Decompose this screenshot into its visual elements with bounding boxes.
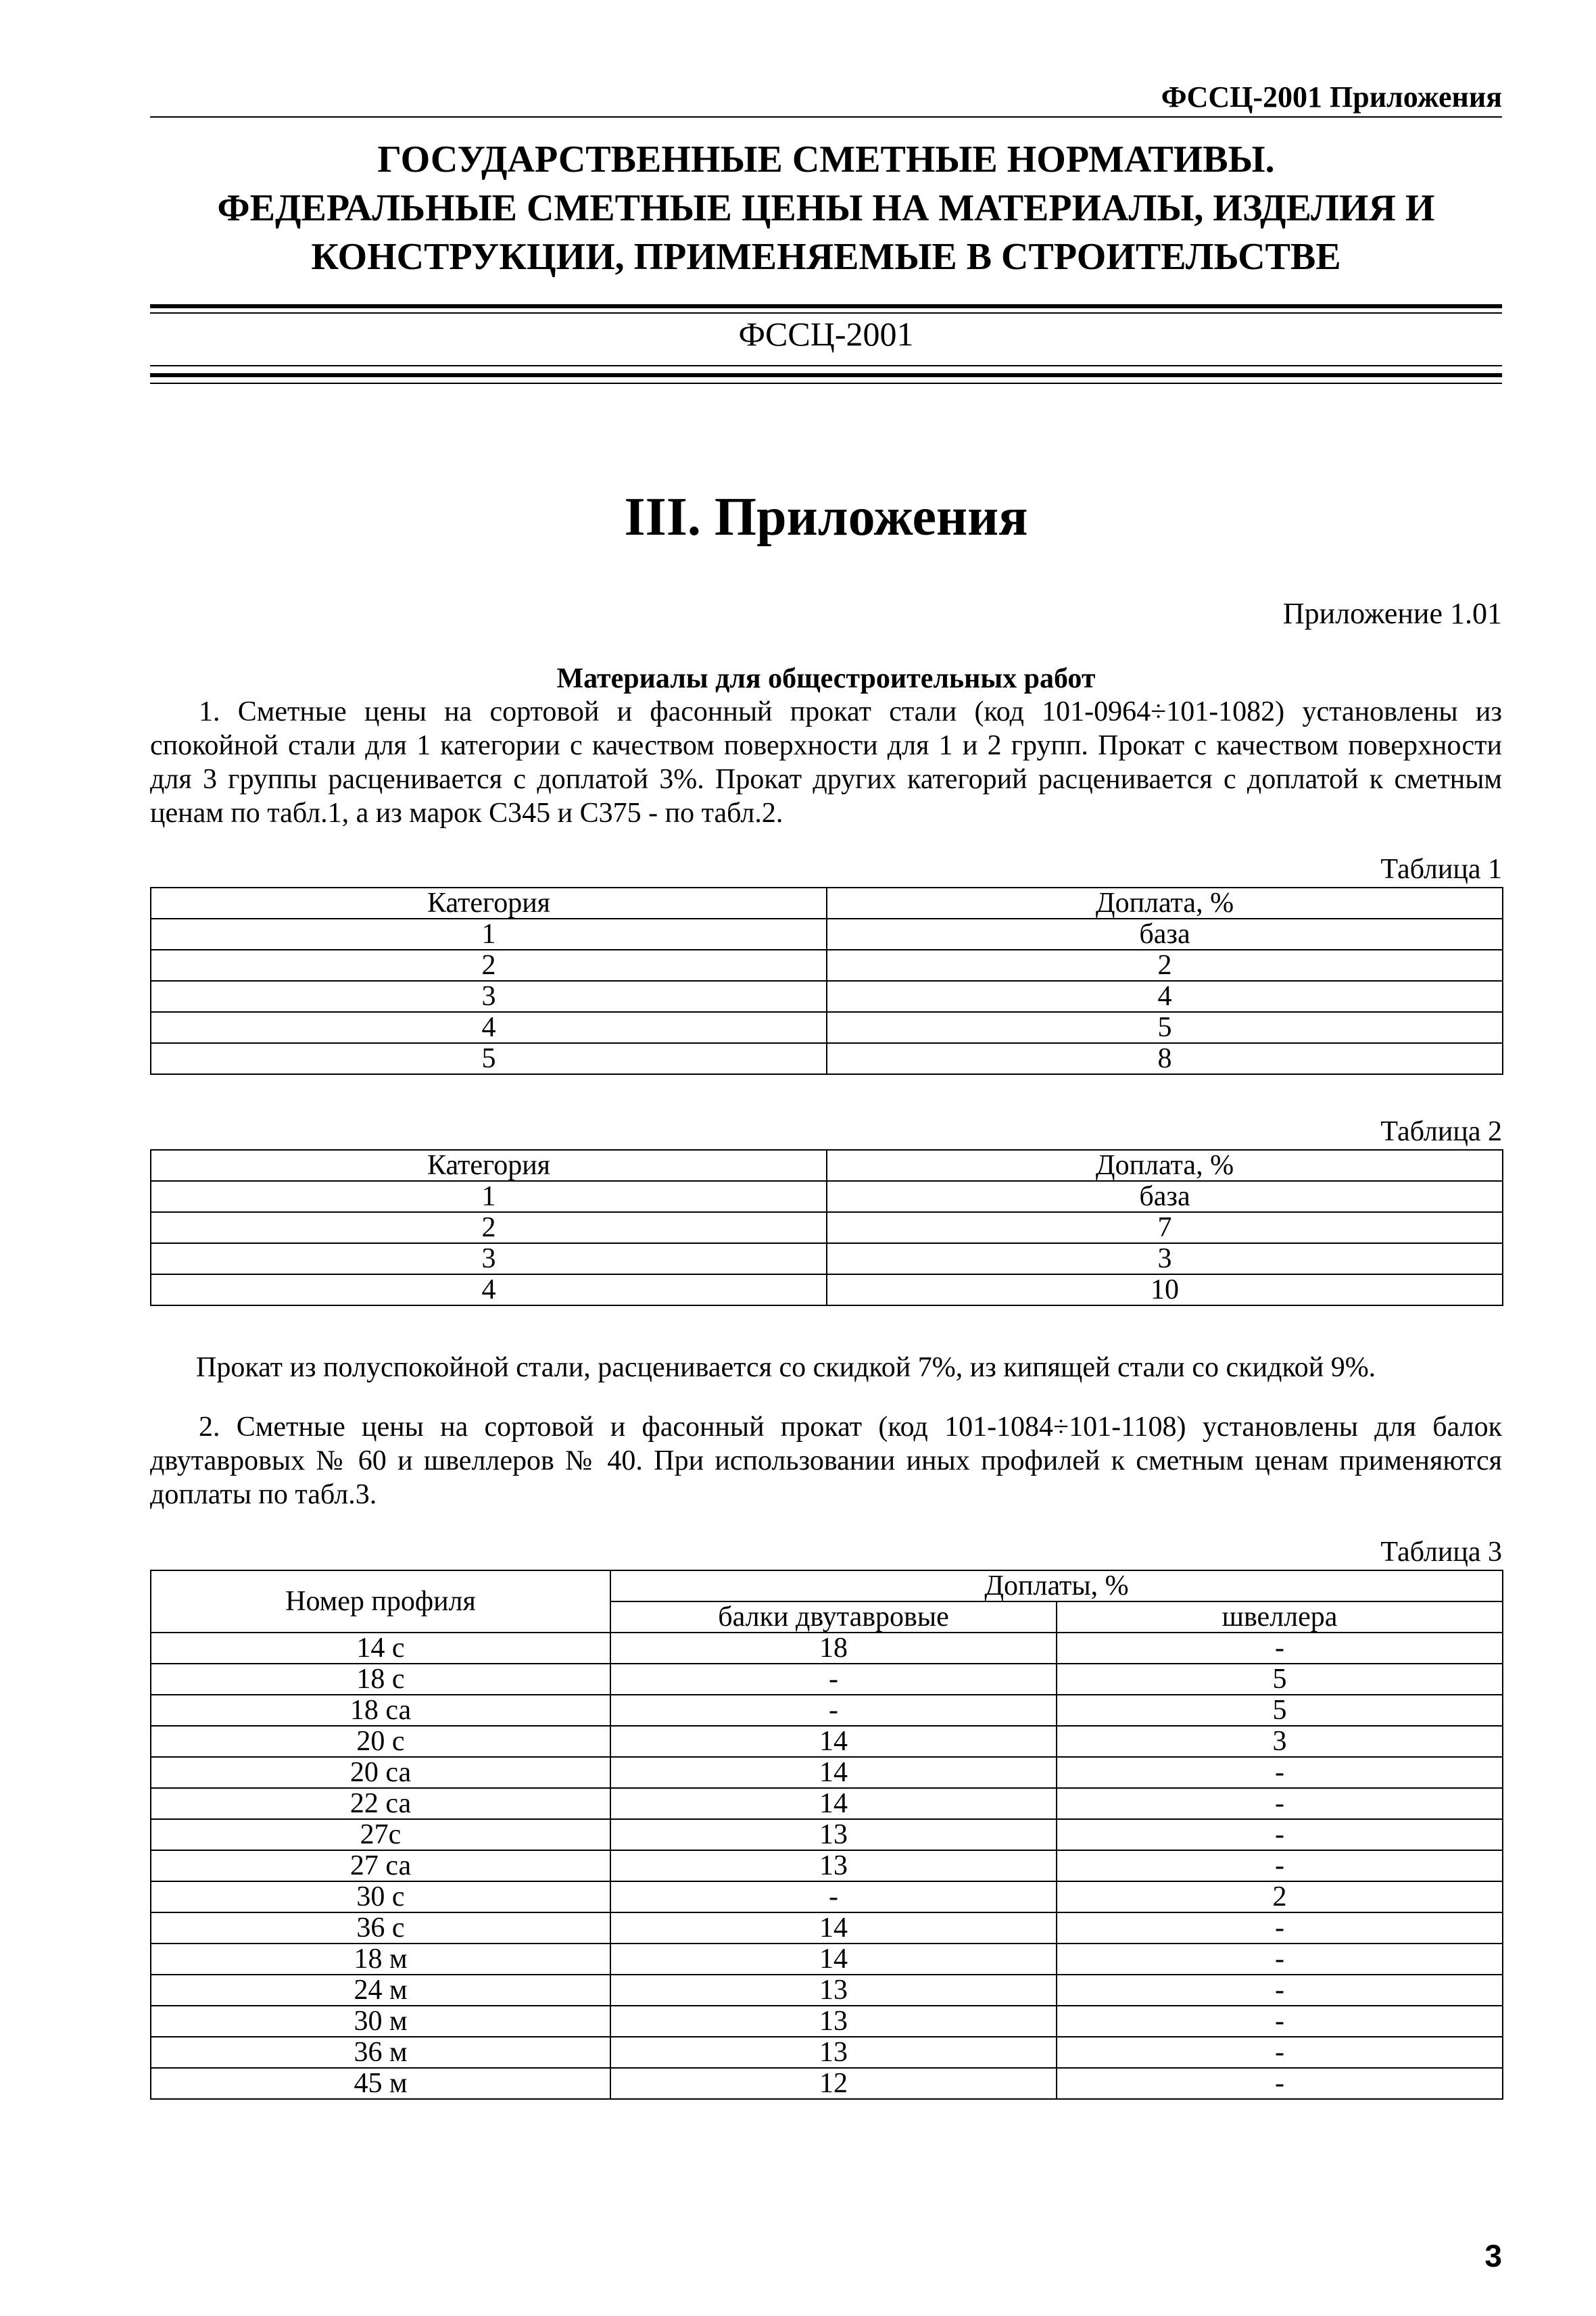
table-3-cell: 5 — [1057, 1695, 1503, 1726]
running-head-rule — [150, 116, 1502, 118]
table-3-caption: Таблица 3 — [1380, 1537, 1502, 1568]
table-3-row — [151, 1944, 1503, 1975]
table-3-cell: 3 — [1057, 1726, 1503, 1757]
table-2-cell: 2 — [151, 1212, 827, 1243]
table-3-cell: 14 с — [151, 1633, 610, 1664]
table-1-row — [151, 1043, 1503, 1074]
table-2-header-surcharge: Доплата, % — [827, 1150, 1503, 1181]
table-3-row — [151, 1695, 1503, 1726]
table-3-row — [151, 1819, 1503, 1850]
table-1-caption: Таблица 1 — [1380, 854, 1502, 885]
table-1-header-row — [151, 888, 1503, 919]
table-3-cell: 13 — [610, 2037, 1057, 2068]
table-3-cell: - — [1057, 1912, 1503, 1944]
paragraph-1: 1. Сметные цены на сортовой и фасонный прокат стали (код 101-0964÷101-1082) установлены из спокойной стали для 1 категории с качеством поверхности для 1 и 2 групп. Прокат с качеством поверхности для 3 группы расценивается с доплатой 3%. Прокат других категорий расценивается с доплатой к сметным ценам по табл.1, а из марок С345 и С375 - по табл.2. — [150, 696, 1502, 829]
table-3-cell: 13 — [610, 1819, 1057, 1850]
table-3-cell: - — [1057, 2037, 1503, 2068]
title-rule-top-thick — [150, 304, 1502, 308]
section-title: III. Приложения — [624, 487, 1028, 547]
table-3-row — [151, 1850, 1503, 1881]
table-1-row — [151, 950, 1503, 981]
table-1-header-surcharge: Доплата, % — [827, 888, 1503, 919]
table-3-cell: 13 — [610, 1975, 1057, 2006]
table-3-cell: 24 м — [151, 1975, 610, 2006]
table-3-header-row-1 — [151, 1570, 1503, 1601]
table-3 — [150, 1570, 1503, 2100]
table-1-cell: 5 — [827, 1012, 1503, 1043]
table-3-cell: 13 — [610, 1850, 1057, 1881]
table-3-row — [151, 1881, 1503, 1912]
table-3-cell: - — [1057, 1757, 1503, 1788]
table-2-cell: 1 — [151, 1181, 827, 1212]
table-2-row — [151, 1274, 1503, 1305]
table-2-row — [151, 1212, 1503, 1243]
table-1-row — [151, 1012, 1503, 1043]
table-1-cell: 2 — [827, 950, 1503, 981]
table-3-row — [151, 1788, 1503, 1819]
title-rule-bottom-thick — [150, 373, 1502, 377]
table-3-row — [151, 1975, 1503, 2006]
table-3-row — [151, 1633, 1503, 1664]
running-head: ФССЦ-2001 Приложения — [1161, 80, 1502, 114]
table-3-cell: 22 са — [151, 1788, 610, 1819]
table-3-cell: - — [1057, 2006, 1503, 2037]
table-2-header-category: Категория — [151, 1150, 827, 1181]
table-2-cell: 4 — [151, 1274, 827, 1305]
title-rule-bottom-thin-2 — [150, 383, 1502, 384]
table-3-row — [151, 1726, 1503, 1757]
table-3-cell: - — [610, 1664, 1057, 1695]
table-2-cell: база — [827, 1181, 1503, 1212]
table-3-cell: 14 — [610, 1912, 1057, 1944]
table-3-header-beams: балки двутавровые — [610, 1601, 1057, 1633]
table-3-cell: 18 м — [151, 1944, 610, 1975]
table-1 — [150, 887, 1503, 1075]
table-3-cell: - — [1057, 1819, 1503, 1850]
table-2-cell: 3 — [151, 1243, 827, 1274]
table-3-cell: - — [1057, 1633, 1503, 1664]
table-3-cell: 14 — [610, 1788, 1057, 1819]
table-2-cell: 10 — [827, 1274, 1503, 1305]
table-3-cell: - — [1057, 1975, 1503, 2006]
table-2-header-row — [151, 1150, 1503, 1181]
table-1-cell: база — [827, 919, 1503, 950]
table-1-cell: 8 — [827, 1043, 1503, 1074]
table-2-row — [151, 1243, 1503, 1274]
main-title — [150, 135, 1502, 281]
table-3-cell: - — [610, 1881, 1057, 1912]
table-3-header-channels: швеллера — [1057, 1601, 1503, 1633]
table-3-row — [151, 2068, 1503, 2099]
table-1-cell: 1 — [151, 919, 827, 950]
table-3-cell: 20 с — [151, 1726, 610, 1757]
table-1-cell: 4 — [151, 1012, 827, 1043]
main-title-line-1: ГОСУДАРСТВЕННЫЕ СМЕТНЫЕ НОРМАТИВЫ. — [377, 139, 1275, 180]
table-2-cell: 7 — [827, 1212, 1503, 1243]
table-3-cell: - — [1057, 1850, 1503, 1881]
table-3-cell: 18 са — [151, 1695, 610, 1726]
page-number: 3 — [1484, 2238, 1502, 2273]
table-1-row — [151, 919, 1503, 950]
table-3-cell: 18 с — [151, 1664, 610, 1695]
table-1-row — [151, 981, 1503, 1012]
code-title: ФССЦ-2001 — [738, 315, 914, 353]
table-3-header-profile: Номер профиля — [151, 1570, 610, 1633]
table-3-cell: 36 м — [151, 2037, 610, 2068]
main-title-line-2: ФЕДЕРАЛЬНЫЕ СМЕТНЫЕ ЦЕНЫ НА МАТЕРИАЛЫ, ИЗДЕЛИЯ И — [217, 187, 1435, 229]
table-3-cell: 30 с — [151, 1881, 610, 1912]
subheading: Материалы для общестроительных работ — [556, 663, 1096, 694]
table-1-cell: 3 — [151, 981, 827, 1012]
table-3-cell: - — [1057, 2068, 1503, 2099]
table-3-cell: 18 — [610, 1633, 1057, 1664]
table-3-cell: 45 м — [151, 2068, 610, 2099]
table-3-row — [151, 2006, 1503, 2037]
table-3-cell: 12 — [610, 2068, 1057, 2099]
table-3-cell: - — [1057, 1944, 1503, 1975]
table-3-cell: 14 — [610, 1944, 1057, 1975]
table-3-cell: 36 с — [151, 1912, 610, 1944]
table-2 — [150, 1149, 1503, 1306]
table-2-caption: Таблица 2 — [1380, 1116, 1502, 1147]
table-3-cell: - — [1057, 1788, 1503, 1819]
table-1-header-category: Категория — [151, 888, 827, 919]
paragraph-2: Прокат из полуспокойной стали, расценивается со скидкой 7%, из кипящей стали со скидкой 9%. — [196, 1352, 1376, 1383]
table-3-cell: 14 — [610, 1726, 1057, 1757]
table-3-cell: 20 са — [151, 1757, 610, 1788]
table-3-row — [151, 2037, 1503, 2068]
paragraph-3: 2. Сметные цены на сортовой и фасонный прокат (код 101-1084÷101-1108) установлены для балок двутавровых № 60 и швеллеров № 40. При использовании иных профилей к сметным ценам применяются доплаты по табл.3. — [150, 1412, 1502, 1510]
table-3-cell: 2 — [1057, 1881, 1503, 1912]
table-3-cell: 14 — [610, 1757, 1057, 1788]
table-3-cell: 5 — [1057, 1664, 1503, 1695]
appendix-number: Приложение 1.01 — [1282, 597, 1502, 630]
table-3-row — [151, 1912, 1503, 1944]
table-2-cell: 3 — [827, 1243, 1503, 1274]
main-title-line-3: КОНСТРУКЦИИ, ПРИМЕНЯЕМЫЕ В СТРОИТЕЛЬСТВЕ — [311, 236, 1341, 278]
table-3-row — [151, 1757, 1503, 1788]
table-3-cell: - — [610, 1695, 1057, 1726]
table-1-cell: 4 — [827, 981, 1503, 1012]
table-3-header-surcharges: Доплаты, % — [610, 1570, 1503, 1601]
table-3-cell: 27с — [151, 1819, 610, 1850]
table-2-row — [151, 1181, 1503, 1212]
table-3-cell: 30 м — [151, 2006, 610, 2037]
title-rule-bottom-thin — [150, 365, 1502, 366]
table-3-cell: 27 са — [151, 1850, 610, 1881]
table-3-row — [151, 1664, 1503, 1695]
table-3-cell: 13 — [610, 2006, 1057, 2037]
table-1-cell: 2 — [151, 950, 827, 981]
table-1-cell: 5 — [151, 1043, 827, 1074]
